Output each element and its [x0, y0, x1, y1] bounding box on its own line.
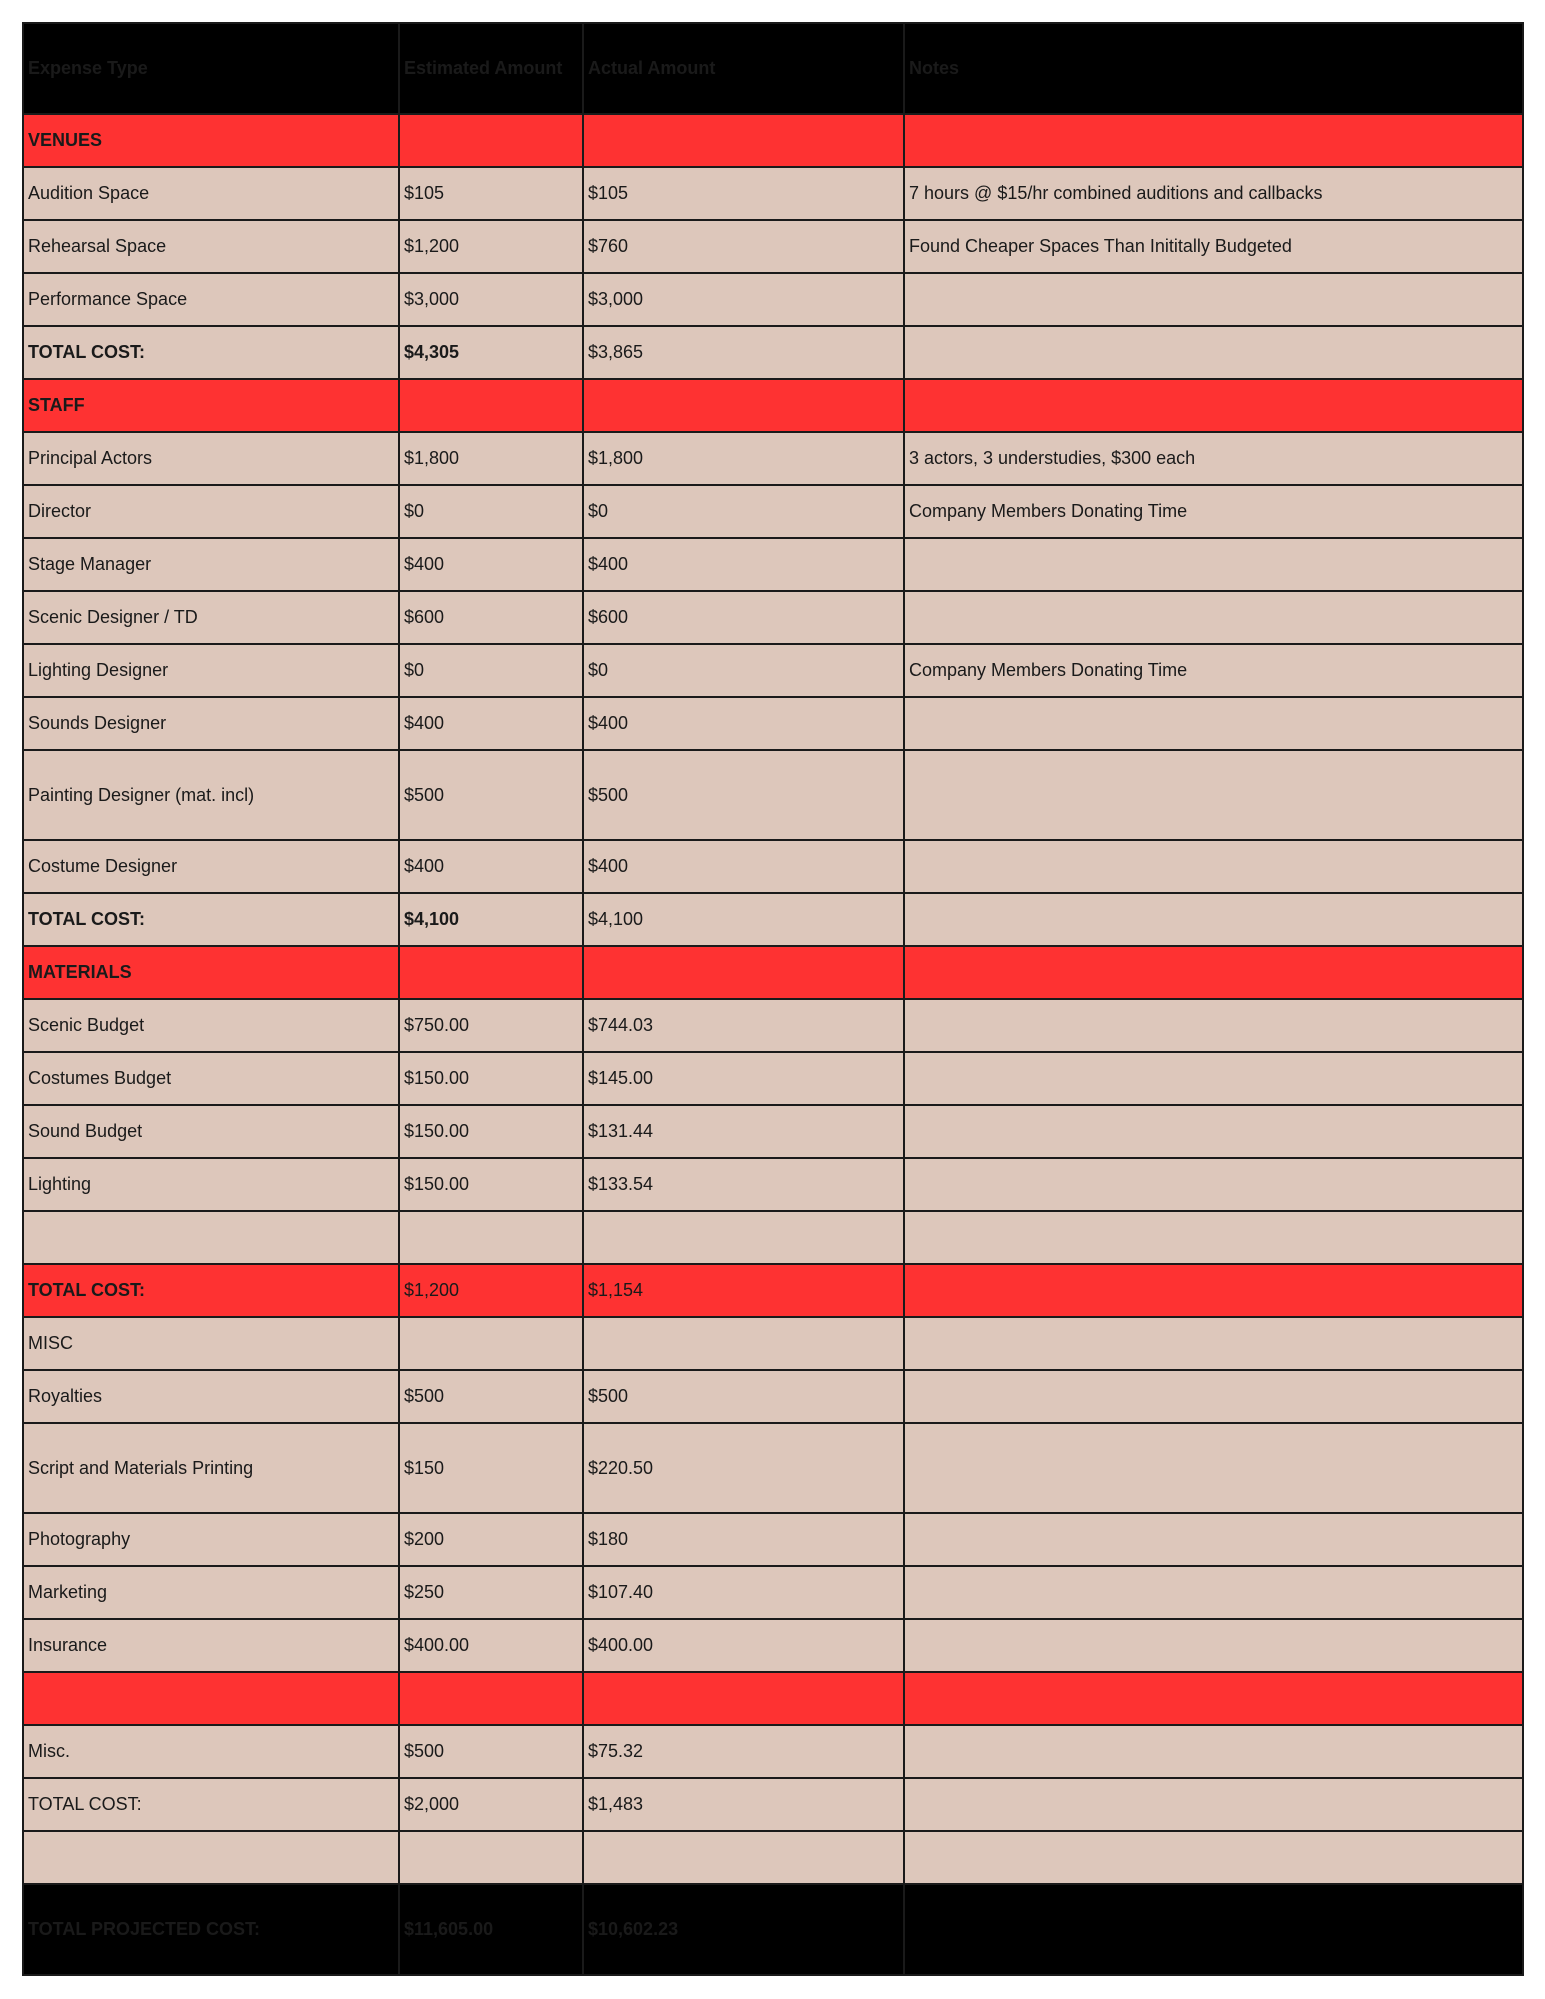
- expense-type: Sound Budget: [23, 1105, 399, 1158]
- estimated-amount: $1,800: [399, 432, 583, 485]
- empty-row: [23, 1211, 1523, 1264]
- estimated-amount: $200: [399, 1513, 583, 1566]
- materials-total-row: [23, 1264, 1523, 1317]
- notes: Company Members Donating Time: [904, 485, 1523, 538]
- section-venues: [23, 114, 1523, 167]
- table-row: [23, 167, 1523, 220]
- expense-table: [22, 22, 1524, 1976]
- actual-amount: $220.50: [583, 1423, 904, 1513]
- table-row: [23, 1513, 1523, 1566]
- notes: [904, 273, 1523, 326]
- total-label: TOTAL COST:: [23, 1264, 399, 1317]
- table-row: [23, 432, 1523, 485]
- actual-amount: $75.32: [583, 1725, 904, 1778]
- table-row: [23, 538, 1523, 591]
- estimated-amount: $150.00: [399, 1105, 583, 1158]
- estimated-amount: $105: [399, 167, 583, 220]
- venues-total-row: [23, 326, 1523, 379]
- expense-type: Misc.: [23, 1725, 399, 1778]
- actual-amount: $131.44: [583, 1105, 904, 1158]
- expense-type: Director: [23, 485, 399, 538]
- actual-amount: $133.54: [583, 1158, 904, 1211]
- header-actual: Actual Amount: [583, 23, 904, 114]
- estimated-amount: $250: [399, 1566, 583, 1619]
- actual-amount: $400: [583, 538, 904, 591]
- estimated-amount: $750.00: [399, 999, 583, 1052]
- header-estimated: Estimated Amount: [399, 23, 583, 114]
- expense-type: Performance Space: [23, 273, 399, 326]
- estimated-amount: $400: [399, 697, 583, 750]
- actual-amount: $400.00: [583, 1619, 904, 1672]
- table-row: [23, 1619, 1523, 1672]
- total-estimated: $2,000: [399, 1778, 583, 1831]
- total-estimated: $4,305: [399, 326, 583, 379]
- section-materials: [23, 946, 1523, 999]
- total-actual: $1,154: [583, 1264, 904, 1317]
- actual-amount: $500: [583, 750, 904, 840]
- staff-total-row: [23, 893, 1523, 946]
- grand-total-row: [23, 1884, 1523, 1975]
- estimated-amount: $500: [399, 1725, 583, 1778]
- table-row: [23, 220, 1523, 273]
- notes: Found Cheaper Spaces Than Inititally Budgeted: [904, 220, 1523, 273]
- notes: [904, 538, 1523, 591]
- expense-type: Sounds Designer: [23, 697, 399, 750]
- actual-amount: $107.40: [583, 1566, 904, 1619]
- expense-type: Royalties: [23, 1370, 399, 1423]
- estimated-amount: $3,000: [399, 273, 583, 326]
- table-row: [23, 750, 1523, 840]
- grand-total-label: TOTAL PROJECTED COST:: [23, 1884, 399, 1975]
- expense-type: Stage Manager: [23, 538, 399, 591]
- table-row: [23, 1052, 1523, 1105]
- expense-type: Lighting: [23, 1158, 399, 1211]
- expense-type: Costume Designer: [23, 840, 399, 893]
- notes: Company Members Donating Time: [904, 644, 1523, 697]
- table-row: [23, 1105, 1523, 1158]
- table-row: [23, 1725, 1523, 1778]
- table-row: [23, 591, 1523, 644]
- estimated-amount: $400.00: [399, 1619, 583, 1672]
- expense-type: Scenic Budget: [23, 999, 399, 1052]
- total-estimated: $4,100: [399, 893, 583, 946]
- notes: [904, 1619, 1523, 1672]
- notes: [904, 999, 1523, 1052]
- notes: [904, 1566, 1523, 1619]
- actual-amount: $400: [583, 840, 904, 893]
- empty-red-row: [23, 1672, 1523, 1725]
- grand-total-estimated: $11,605.00: [399, 1884, 583, 1975]
- actual-amount: $1,800: [583, 432, 904, 485]
- actual-amount: $744.03: [583, 999, 904, 1052]
- section-title: STAFF: [23, 379, 399, 432]
- misc-total-row: [23, 1778, 1523, 1831]
- table-row: [23, 1370, 1523, 1423]
- actual-amount: $0: [583, 644, 904, 697]
- notes: [904, 1513, 1523, 1566]
- actual-amount: $105: [583, 167, 904, 220]
- header-notes: Notes: [904, 23, 1523, 114]
- section-title: MISC: [23, 1317, 399, 1370]
- estimated-amount: $150.00: [399, 1158, 583, 1211]
- expense-type: Insurance: [23, 1619, 399, 1672]
- table-row: [23, 1423, 1523, 1513]
- notes: [904, 697, 1523, 750]
- section-title: MATERIALS: [23, 946, 399, 999]
- estimated-amount: $400: [399, 538, 583, 591]
- notes: [904, 1423, 1523, 1513]
- table-row: [23, 485, 1523, 538]
- estimated-amount: $150.00: [399, 1052, 583, 1105]
- table-row: [23, 273, 1523, 326]
- section-title: VENUES: [23, 114, 399, 167]
- actual-amount: $760: [583, 220, 904, 273]
- actual-amount: $600: [583, 591, 904, 644]
- header-expense-type: Expense Type: [23, 23, 399, 114]
- estimated-amount: $0: [399, 644, 583, 697]
- total-actual: $3,865: [583, 326, 904, 379]
- estimated-amount: $600: [399, 591, 583, 644]
- table-row: [23, 999, 1523, 1052]
- table-header: [23, 23, 1523, 114]
- notes: [904, 1370, 1523, 1423]
- expense-type: Lighting Designer: [23, 644, 399, 697]
- actual-amount: $400: [583, 697, 904, 750]
- grand-total-actual: $10,602.23: [583, 1884, 904, 1975]
- expense-type: Scenic Designer / TD: [23, 591, 399, 644]
- notes: [904, 1725, 1523, 1778]
- total-actual: $4,100: [583, 893, 904, 946]
- estimated-amount: $500: [399, 1370, 583, 1423]
- table-row: [23, 1566, 1523, 1619]
- total-actual: $1,483: [583, 1778, 904, 1831]
- estimated-amount: $0: [399, 485, 583, 538]
- expense-type: Rehearsal Space: [23, 220, 399, 273]
- actual-amount: $3,000: [583, 273, 904, 326]
- total-label: TOTAL COST:: [23, 1778, 399, 1831]
- notes: [904, 591, 1523, 644]
- expense-type: Photography: [23, 1513, 399, 1566]
- estimated-amount: $150: [399, 1423, 583, 1513]
- expense-type: Painting Designer (mat. incl): [23, 750, 399, 840]
- estimated-amount: $1,200: [399, 220, 583, 273]
- table-row: [23, 644, 1523, 697]
- estimated-amount: $400: [399, 840, 583, 893]
- expense-type: Audition Space: [23, 167, 399, 220]
- notes: [904, 1158, 1523, 1211]
- total-label: TOTAL COST:: [23, 326, 399, 379]
- section-staff: [23, 379, 1523, 432]
- expense-type: Script and Materials Printing: [23, 1423, 399, 1513]
- table-row: [23, 1158, 1523, 1211]
- table-row: [23, 697, 1523, 750]
- expense-type: Principal Actors: [23, 432, 399, 485]
- expense-type: Marketing: [23, 1566, 399, 1619]
- table-row: [23, 840, 1523, 893]
- notes: [904, 1052, 1523, 1105]
- notes: [904, 840, 1523, 893]
- empty-row: [23, 1831, 1523, 1884]
- actual-amount: $145.00: [583, 1052, 904, 1105]
- actual-amount: $0: [583, 485, 904, 538]
- total-estimated: $1,200: [399, 1264, 583, 1317]
- expense-type: Costumes Budget: [23, 1052, 399, 1105]
- notes: 3 actors, 3 understudies, $300 each: [904, 432, 1523, 485]
- notes: [904, 750, 1523, 840]
- estimated-amount: $500: [399, 750, 583, 840]
- section-misc: [23, 1317, 1523, 1370]
- actual-amount: $180: [583, 1513, 904, 1566]
- total-label: TOTAL COST:: [23, 893, 399, 946]
- notes: 7 hours @ $15/hr combined auditions and callbacks: [904, 167, 1523, 220]
- actual-amount: $500: [583, 1370, 904, 1423]
- notes: [904, 1105, 1523, 1158]
